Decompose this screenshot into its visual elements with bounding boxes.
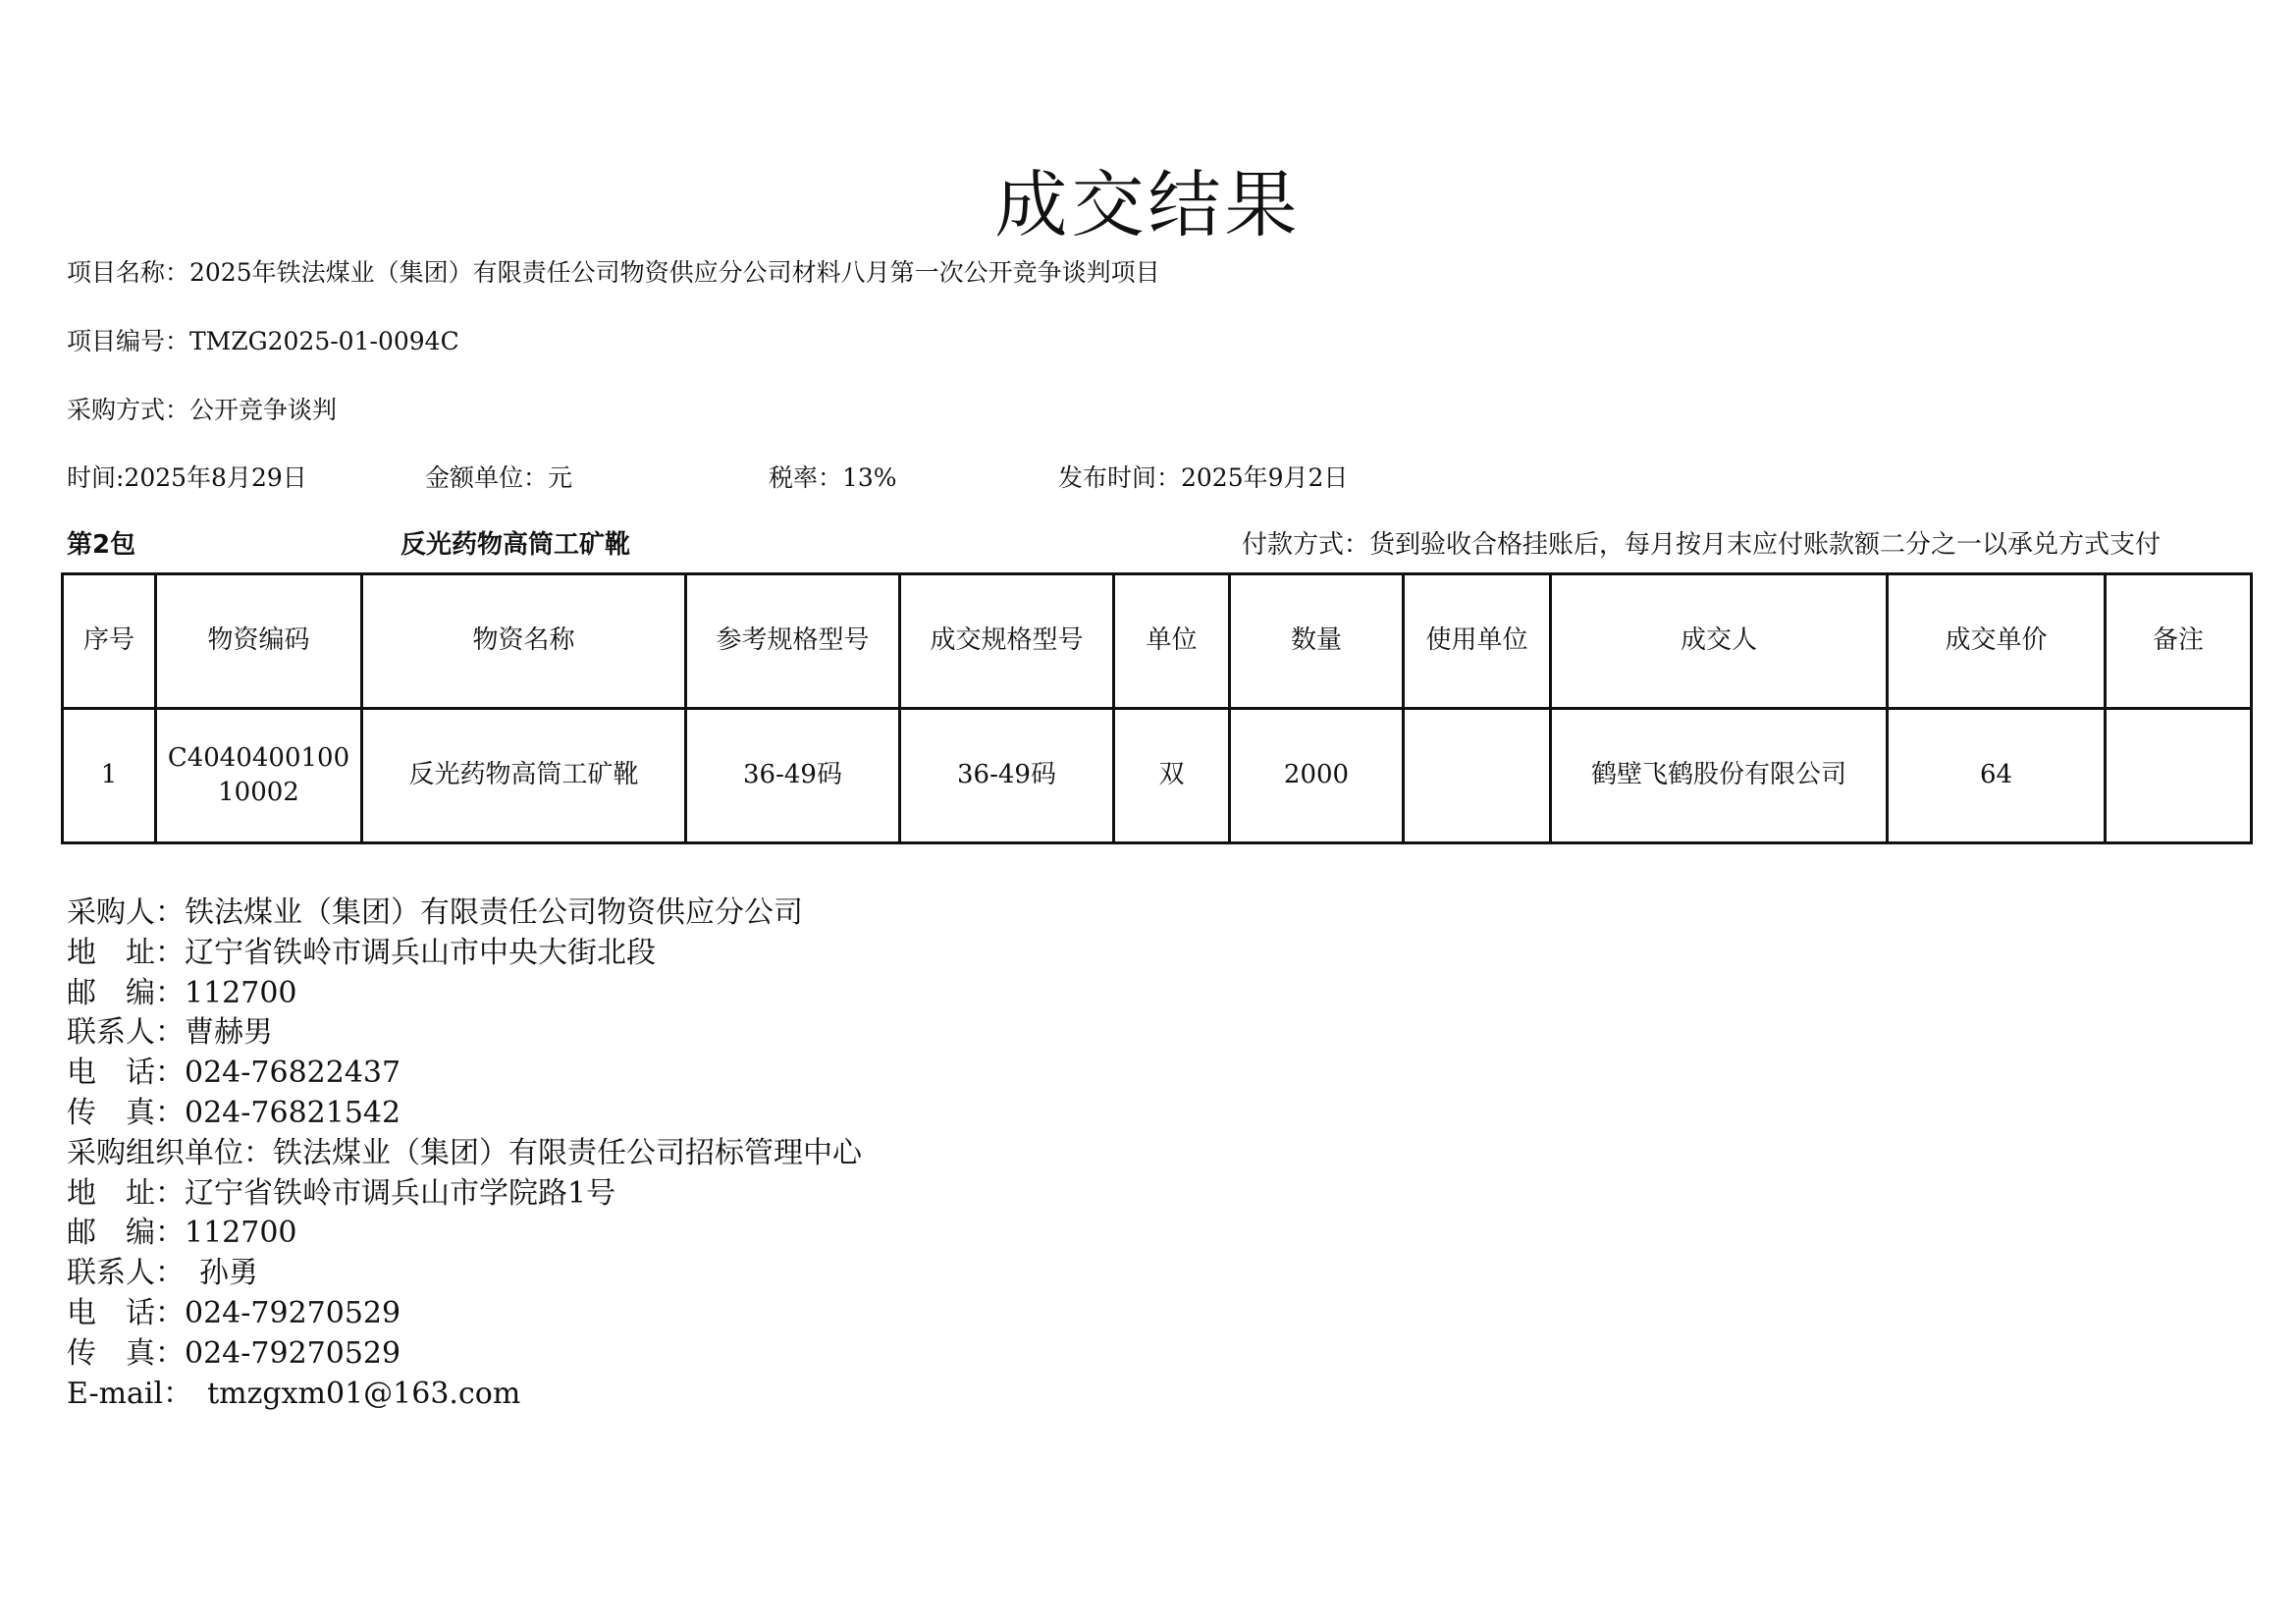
package-name: 反光药物高筒工矿靴 bbox=[400, 530, 631, 560]
header-cell: 序号 bbox=[63, 574, 156, 709]
contact-line: 电 话：024-76822437 bbox=[67, 1056, 401, 1091]
cell-index: 1 bbox=[63, 709, 156, 843]
header-cell: 成交单价 bbox=[1888, 574, 2106, 709]
header-cell: 物资名称 bbox=[362, 574, 686, 709]
payment-terms: 付款方式：货到验收合格挂账后，每月按月末应付账款额二分之一以承兑方式支付 bbox=[1242, 530, 2162, 560]
contact-line: 传 真：024-76821542 bbox=[67, 1095, 401, 1130]
cell-winner: 鹤壁飞鹤股份有限公司 bbox=[1551, 709, 1888, 843]
cell-unit-price: 64 bbox=[1888, 709, 2106, 843]
table-row bbox=[63, 709, 2252, 843]
contact-line: 邮 编：112700 bbox=[67, 1216, 297, 1251]
contact-line: 地 址：辽宁省铁岭市调兵山市中央大街北段 bbox=[67, 935, 656, 970]
time-value: 时间:2025年8月29日 bbox=[67, 463, 307, 492]
package-label: 第2包 bbox=[67, 530, 136, 560]
header-cell: 参考规格型号 bbox=[686, 574, 900, 709]
contact-line: 联系人： 孙勇 bbox=[67, 1256, 258, 1291]
contact-line: 邮 编：112700 bbox=[67, 975, 297, 1010]
result-table bbox=[61, 572, 2253, 844]
cell-remark bbox=[2106, 709, 2252, 843]
header-cell: 成交规格型号 bbox=[900, 574, 1114, 709]
currency-unit: 金额单位：元 bbox=[425, 463, 573, 492]
header-cell: 备注 bbox=[2106, 574, 2252, 709]
contact-line: 地 址：辽宁省铁岭市调兵山市学院路1号 bbox=[67, 1175, 616, 1211]
header-cell: 物资编码 bbox=[156, 574, 362, 709]
meta-line bbox=[67, 459, 1348, 494]
contact-line: 传 真：024-79270529 bbox=[67, 1335, 401, 1371]
cell-material-code: C404040010010002 bbox=[156, 709, 362, 843]
header-cell: 使用单位 bbox=[1404, 574, 1551, 709]
publish-time: 发布时间：2025年9月2日 bbox=[1058, 463, 1349, 492]
project-name: 项目名称：2025年铁法煤业（集团）有限责任公司物资供应分公司材料八月第一次公开竞争谈判项目 bbox=[67, 258, 1160, 287]
procurement-method: 采购方式：公开竞争谈判 bbox=[67, 396, 338, 424]
page-title: 成交结果 bbox=[994, 163, 1302, 247]
contact-line: E-mail： tmzgxm01@163.com bbox=[67, 1376, 521, 1411]
cell-quantity: 2000 bbox=[1230, 709, 1404, 843]
cell-user-dept bbox=[1404, 709, 1551, 843]
contact-line: 电 话：024-79270529 bbox=[67, 1295, 401, 1330]
tax-rate: 税率：13% bbox=[769, 463, 897, 492]
project-number: 项目编号：TMZG2025-01-0094C bbox=[67, 327, 459, 355]
header-cell: 成交人 bbox=[1551, 574, 1888, 709]
header-cell: 单位 bbox=[1114, 574, 1230, 709]
cell-material-name: 反光药物高筒工矿靴 bbox=[362, 709, 686, 843]
contact-line: 联系人：曹赫男 bbox=[67, 1015, 273, 1051]
header-cell: 数量 bbox=[1230, 574, 1404, 709]
cell-deal-spec: 36-49码 bbox=[900, 709, 1114, 843]
cell-reference-spec: 36-49码 bbox=[686, 709, 900, 843]
contact-line: 采购组织单位：铁法煤业（集团）有限责任公司招标管理中心 bbox=[67, 1135, 862, 1170]
cell-unit: 双 bbox=[1114, 709, 1230, 843]
contact-line: 采购人：铁法煤业（集团）有限责任公司物资供应分公司 bbox=[67, 895, 803, 930]
contact-block bbox=[67, 893, 862, 1414]
table-header-row bbox=[63, 574, 2252, 709]
